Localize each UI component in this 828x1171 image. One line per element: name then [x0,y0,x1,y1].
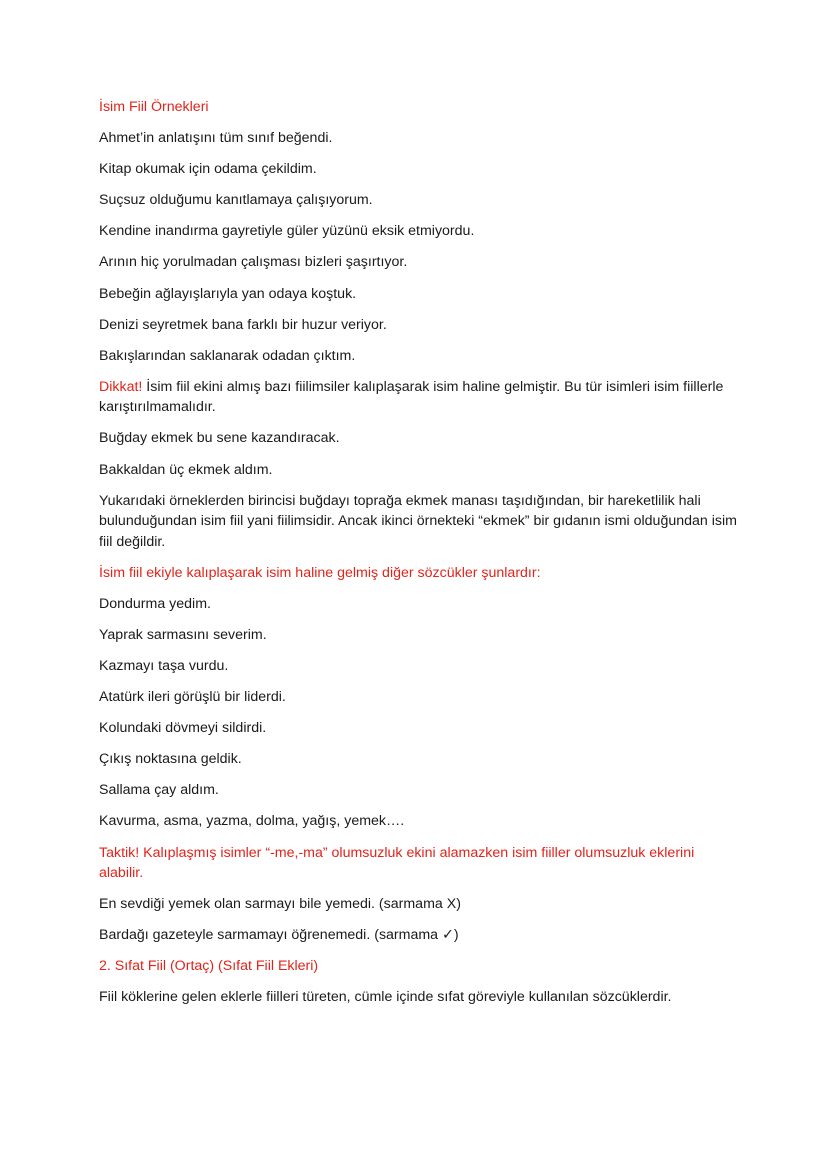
warning-text: İsim fiil ekini almış bazı fiilimsiler kalıplaşarak isim haline gelmiştir. Bu tür isimleri isim fiillerle karıştırılmamalıdır. [99,378,724,416]
example-sentence: Arının hiç yorulmadan çalışması bizleri şaşırtıyor. [99,254,408,271]
example-sentence: Kavurma, asma, yazma, dolma, yağış, yemek…. [99,813,405,830]
example-sentence: Bakkaldan üç ekmek aldım. [99,461,273,478]
section-heading-isim-fiil-ornekleri: İsim Fiil Örnekleri [99,99,209,115]
section-heading-kaliplasmis-sozcukler: İsim fiil ekiyle kalıplaşarak isim haline gelmiş diğer sözcükler şunlardır: [99,564,541,581]
definition-paragraph: Fiil köklerine gelen eklerle fiilleri türeten, cümle içinde sıfat göreviyle kullanılan sözcüklerdir. [99,989,672,1006]
warning-label: Dikkat! [99,378,143,395]
tip-note: Taktik! Kalıplaşmış isimler “-me,-ma” olumsuzluk ekini alamazken isim fiiller olumsuzluk eklerini alabilir. [99,844,695,882]
document-body [99,97,739,1019]
example-sentence: Sallama çay aldım. [99,782,219,799]
example-sentence: Atatürk ileri görüşlü bir liderdi. [99,689,286,706]
example-sentence: Kolundaki dövmeyi sildirdi. [99,720,267,737]
example-sentence: Buğday ekmek bu sene kazandıracak. [99,430,340,447]
warning-note [99,377,739,418]
example-sentence: Dondurma yedim. [99,595,211,612]
example-sentence: Bardağı gazeteyle sarmamayı öğrenemedi. (sarmama ✓) [99,927,459,944]
example-sentence: Kendine inandırma gayretiyle güler yüzünü eksik etmiyordu. [99,223,475,240]
example-sentence: Kitap okumak için odama çekildim. [99,161,317,178]
example-sentence: Çıkış noktasına geldik. [99,751,242,768]
example-sentence: Bebeğin ağlayışlarıyla yan odaya koştuk. [99,285,357,302]
example-sentence: En sevdiği yemek olan sarmayı bile yemedi. (sarmama X) [99,896,461,913]
example-sentence: Denizi seyretmek bana farklı bir huzur veriyor. [99,316,387,333]
example-sentence: Bakışlarından saklanarak odadan çıktım. [99,347,356,364]
example-sentence: Ahmet’in anlatışını tüm sınıf beğendi. [99,130,333,147]
example-sentence: Suçsuz olduğumu kanıtlamaya çalışıyorum. [99,192,373,209]
example-sentence: Yaprak sarmasını severim. [99,626,267,643]
section-heading-sifat-fiil: 2. Sıfat Fiil (Ortaç) (Sıfat Fiil Ekleri) [99,958,319,975]
explanation-paragraph: Yukarıdaki örneklerden birincisi buğdayı toprağa ekmek manası taşıdığından, bir hareketlilik hali bulunduğundan isim fiil yani fiilimsidir. Ancak ikinci örnekteki “ekmek” bir gıdanın ismi olduğundan isim fiil değildir. [99,492,737,550]
example-sentence: Kazmayı taşa vurdu. [99,658,229,674]
